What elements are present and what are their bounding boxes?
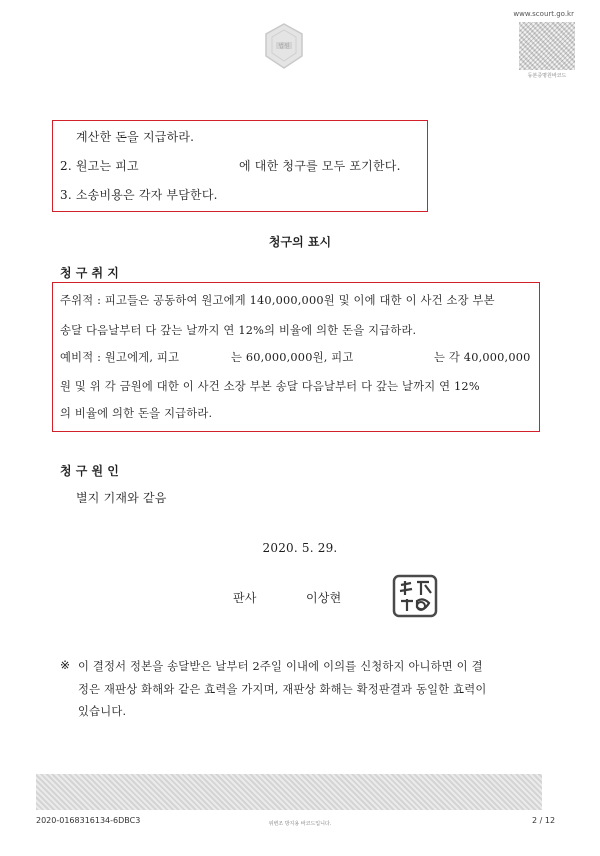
judge-name: 이상현 <box>306 591 342 605</box>
claim-cause-heading: 청 구 원 인 <box>60 464 119 478</box>
section-title: 청구의 표시 <box>268 235 332 249</box>
footer-doc-id: 2020-0168316134-6DBC3 <box>36 816 141 825</box>
court-emblem-label: 법원 <box>278 43 290 50</box>
notice-line-1: 이 결정서 정본을 송달받은 날부터 2주일 이내에 이의를 신청하지 아니하면 이 결 <box>78 660 483 673</box>
document-barcode <box>519 22 575 70</box>
claim-line-2: 송달 다음날부터 다 갚는 날까지 연 12%의 비율에 의한 돈을 지급하라. <box>60 324 417 337</box>
judge-title: 판사 <box>233 591 257 605</box>
court-emblem-icon <box>262 22 306 70</box>
order-line-2a: 2. 원고는 피고 <box>60 159 139 173</box>
barcode-caption: 등본증명원바코드 <box>527 73 567 79</box>
claim-line-5: 의 비율에 의한 돈을 지급하라. <box>60 407 213 420</box>
notice-line-3: 있습니다. <box>78 705 127 718</box>
claim-purpose-heading: 청 구 취 지 <box>60 266 119 280</box>
claim-line-4: 원 및 위 각 금원에 대한 이 사건 소장 부본 송달 다음날부터 다 갚는 날까지 연 12% <box>60 380 480 393</box>
claim-line-3b: 는 60,000,000원, 피고 <box>231 351 354 364</box>
notice-line-2: 정은 재판상 화해와 같은 효력을 가지며, 재판상 화해는 확정판결과 동일한 효력이 <box>78 683 487 696</box>
footer-center-text: 위변조 방지용 바코드입니다. <box>268 821 332 827</box>
order-line-1: 계산한 돈을 지급하라. <box>76 130 195 144</box>
order-line-3: 3. 소송비용은 각자 부담한다. <box>60 188 218 202</box>
claim-line-3c: 는 각 40,000,000 <box>434 351 531 364</box>
court-url: www.scourt.go.kr <box>513 10 574 18</box>
judge-seal-stamp <box>391 573 439 619</box>
decision-date: 2020. 5. 29. <box>262 541 338 555</box>
notice-mark: ※ <box>60 658 71 672</box>
claim-line-1: 주위적 : 피고들은 공동하여 원고에게 140,000,000원 및 이에 대한 이 사건 소장 부본 <box>60 294 495 307</box>
claim-cause-text: 별지 기재와 같음 <box>76 491 167 505</box>
footer-barcode <box>36 774 542 810</box>
claim-line-3a: 예비적 : 원고에게, 피고 <box>60 351 180 364</box>
footer-page-number: 2 / 12 <box>532 816 556 825</box>
order-line-2b: 에 대한 청구를 모두 포기한다. <box>239 159 401 173</box>
